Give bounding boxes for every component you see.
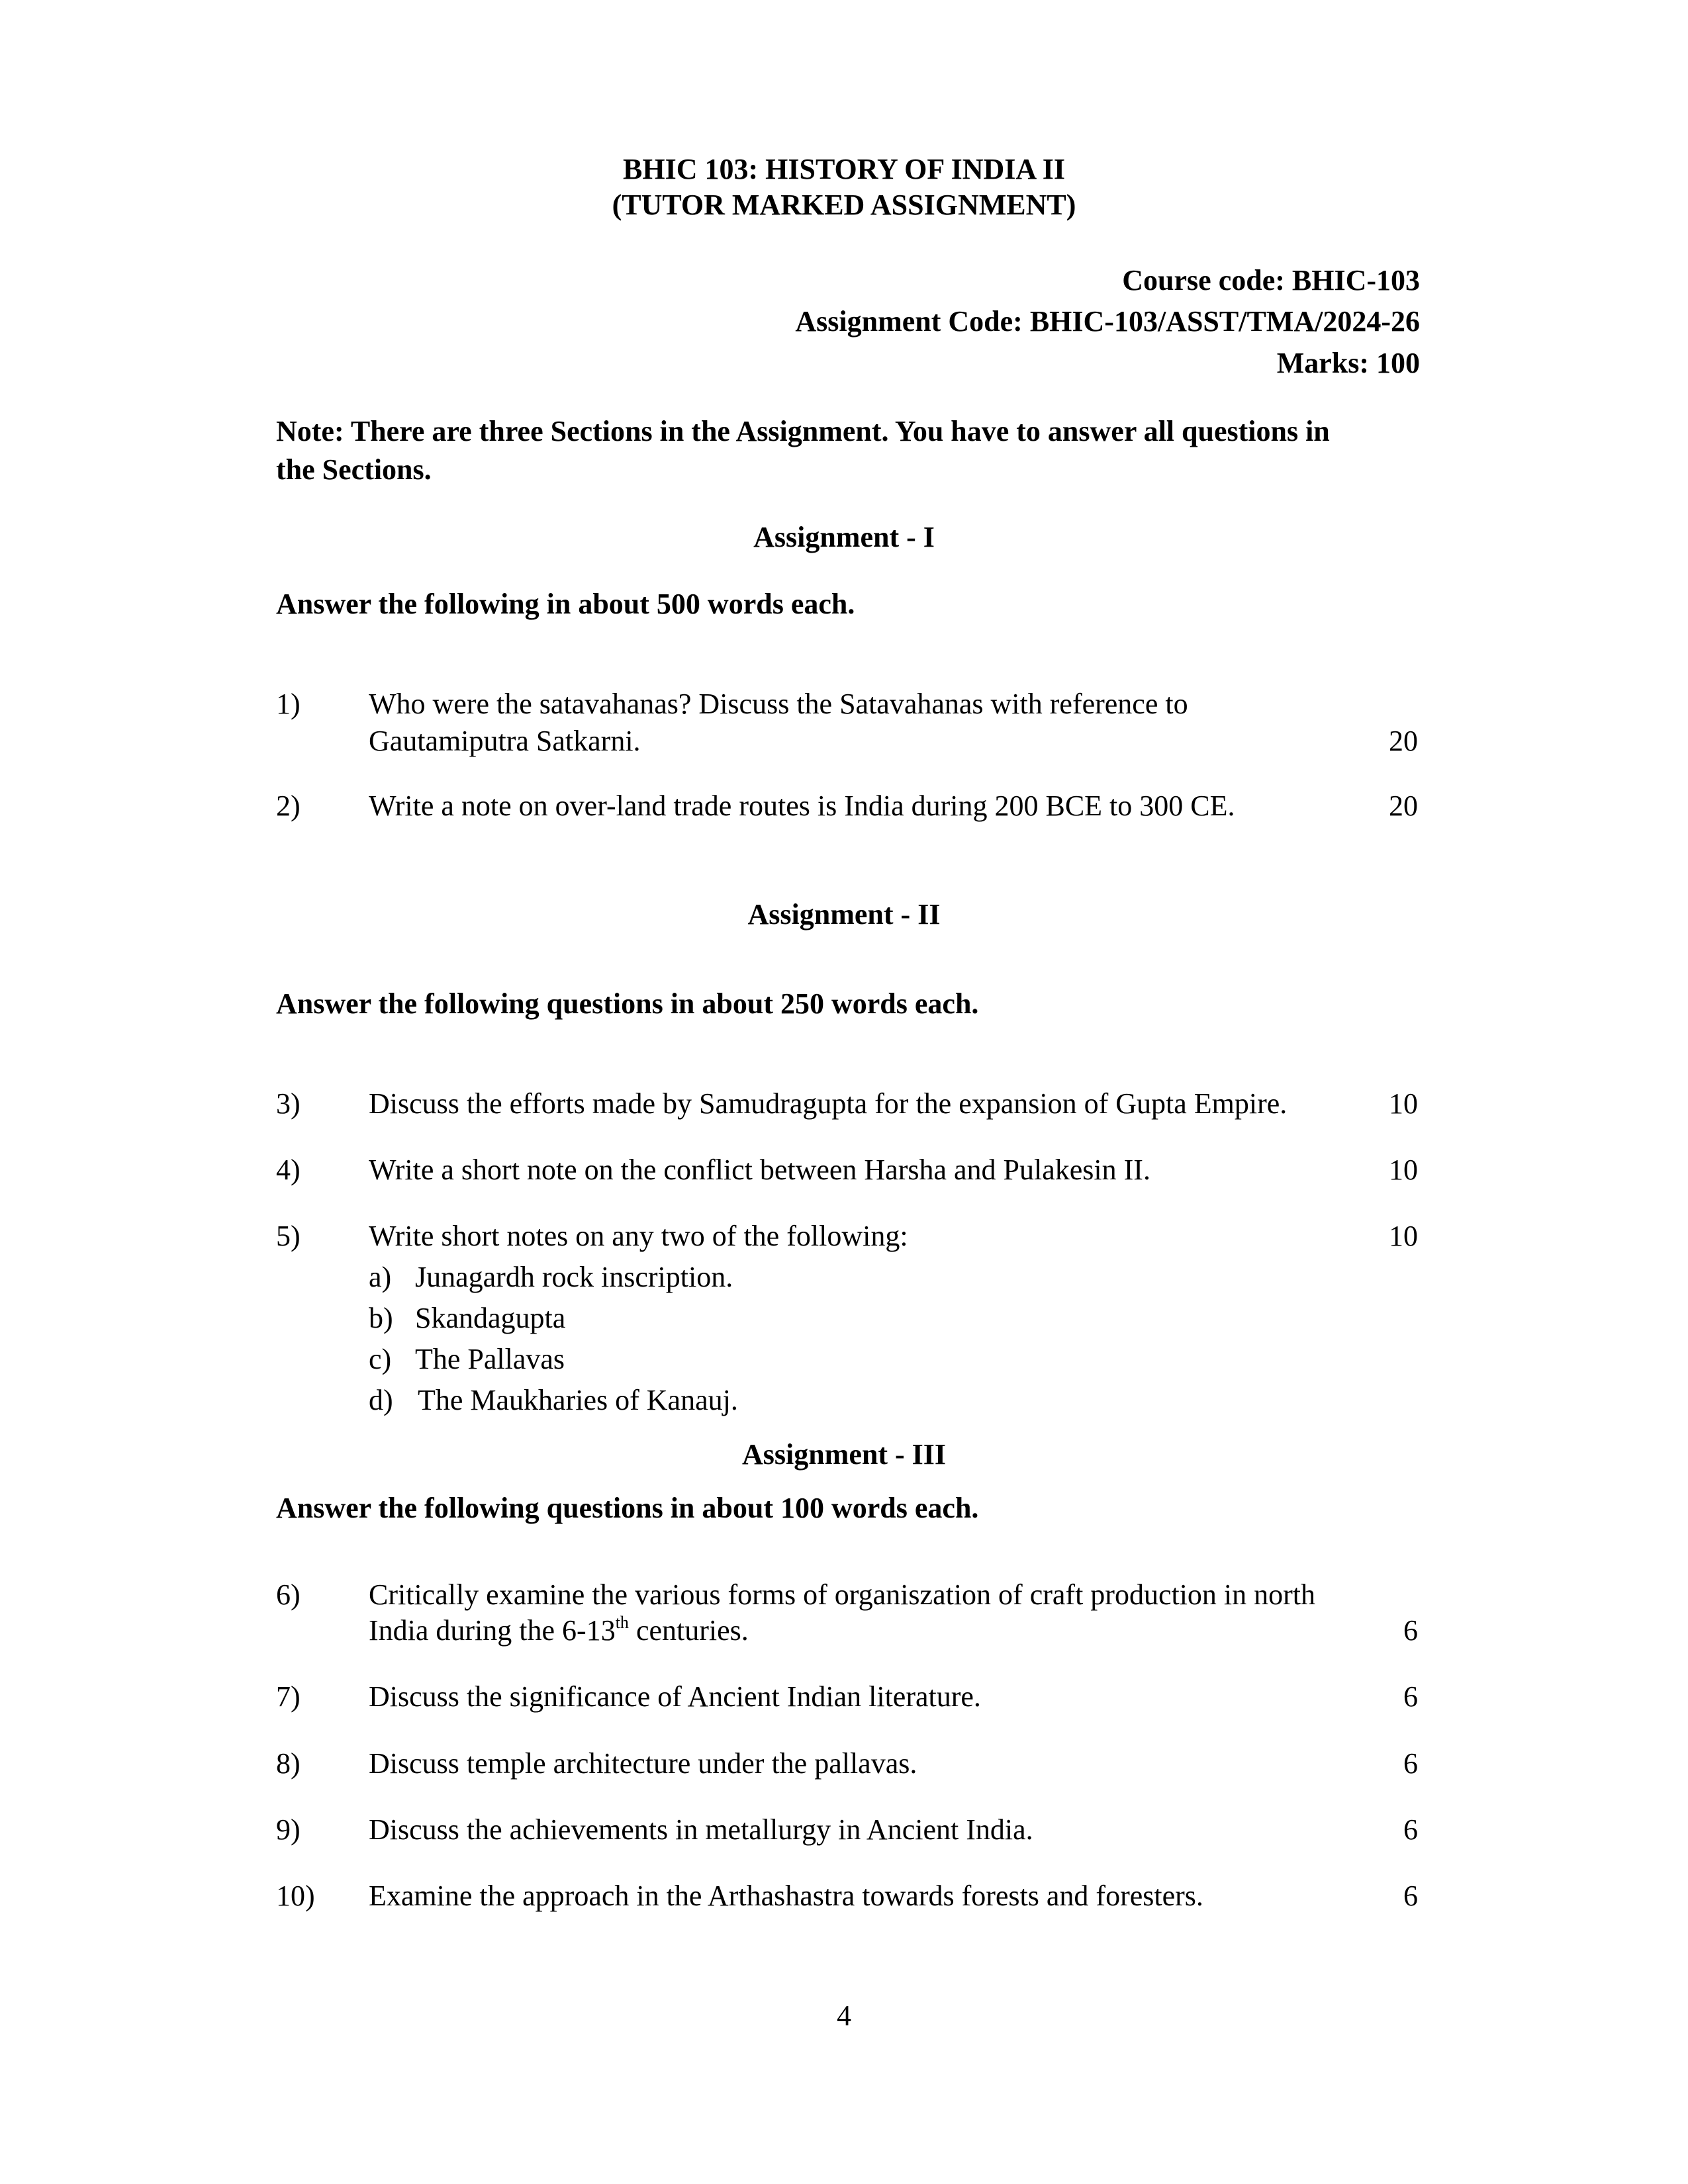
question-text: Discuss the efforts made by Samudragupta for the expansion of Gupta Empire. — [369, 1087, 1288, 1120]
question-marks: 6 — [1403, 1880, 1418, 1912]
page-number: 4 — [837, 1999, 851, 2032]
section-heading-2: Assignment - II — [747, 898, 941, 931]
question-marks: 10 — [1389, 1220, 1418, 1252]
total-marks: Marks: 100 — [1276, 347, 1420, 379]
section-instruction-3: Answer the following questions in about 100 words each. — [276, 1492, 979, 1524]
list-item-text: Skandagupta — [415, 1302, 566, 1334]
question-number: 10) — [276, 1880, 315, 1912]
section-instruction-1: Answer the following in about 500 words each. — [276, 588, 855, 620]
question-number: 1) — [276, 688, 301, 720]
question-marks: 20 — [1389, 790, 1418, 822]
question-number: 3) — [276, 1087, 301, 1120]
section-heading-1: Assignment - I — [753, 521, 935, 553]
superscript-ordinal: th — [615, 1613, 629, 1633]
question-number: 2) — [276, 790, 301, 822]
list-item-label: d) — [369, 1384, 393, 1416]
list-item-label: c) — [369, 1343, 392, 1375]
question-number: 6) — [276, 1578, 301, 1611]
list-item-text: The Maukharies of Kanauj. — [418, 1384, 738, 1416]
section-heading-3: Assignment - III — [741, 1438, 947, 1471]
question-text: Write short notes on any two of the following: — [369, 1220, 908, 1252]
section-instruction-2: Answer the following questions in about 250 words each. — [276, 987, 979, 1020]
question-marks: 6 — [1403, 1747, 1418, 1780]
list-item-label: a) — [369, 1261, 392, 1293]
question-text-continued: Gautamiputra Satkarni. — [369, 725, 641, 757]
question-text: Discuss the achievements in metallurgy in Ancient India. — [369, 1813, 1033, 1846]
question-text: Write a short note on the conflict between Harsha and Pulakesin II. — [369, 1154, 1150, 1186]
question-number: 5) — [276, 1220, 301, 1252]
note-line-1: Note: There are three Sections in the Assignment. You have to answer all questions in — [276, 415, 1330, 447]
list-item — [369, 1382, 738, 1419]
course-code: Course code: BHIC-103 — [1122, 264, 1420, 296]
question-number: 9) — [276, 1813, 301, 1846]
question-text: Discuss the significance of Ancient Indian literature. — [369, 1680, 981, 1713]
question-text: Examine the approach in the Arthashastra towards forests and foresters. — [369, 1880, 1203, 1912]
question-text: Write a note on over-land trade routes is India during 200 BCE to 300 CE. — [369, 790, 1235, 822]
list-item-text: Junagardh rock inscription. — [415, 1261, 733, 1293]
question-marks: 6 — [1403, 1614, 1418, 1647]
question-marks: 10 — [1389, 1154, 1418, 1186]
question-text: Discuss temple architecture under the pallavas. — [369, 1747, 917, 1780]
list-item — [369, 1300, 565, 1337]
question-text-part: centuries. — [628, 1614, 749, 1647]
question-marks: 6 — [1403, 1680, 1418, 1713]
question-marks: 20 — [1389, 725, 1418, 757]
list-item — [369, 1259, 733, 1296]
question-text-part: India during the 6-13 — [369, 1614, 616, 1647]
question-text: Critically examine the various forms of organiszation of craft production in north — [369, 1578, 1316, 1611]
assignment-code: Assignment Code: BHIC-103/ASST/TMA/2024-26 — [795, 305, 1420, 338]
question-marks: 10 — [1389, 1087, 1418, 1120]
question-marks: 6 — [1403, 1813, 1418, 1846]
question-text-continued — [369, 1612, 749, 1649]
document-subtitle: (TUTOR MARKED ASSIGNMENT) — [612, 189, 1076, 221]
question-number: 8) — [276, 1747, 301, 1780]
question-number: 4) — [276, 1154, 301, 1186]
question-text: Who were the satavahanas? Discuss the Satavahanas with reference to — [369, 688, 1188, 720]
list-item-text: The Pallavas — [415, 1343, 565, 1375]
list-item-label: b) — [369, 1302, 393, 1334]
note-line-2: the Sections. — [276, 453, 432, 486]
question-number: 7) — [276, 1680, 301, 1713]
list-item — [369, 1341, 565, 1378]
document-title: BHIC 103: HISTORY OF INDIA II — [623, 153, 1065, 185]
